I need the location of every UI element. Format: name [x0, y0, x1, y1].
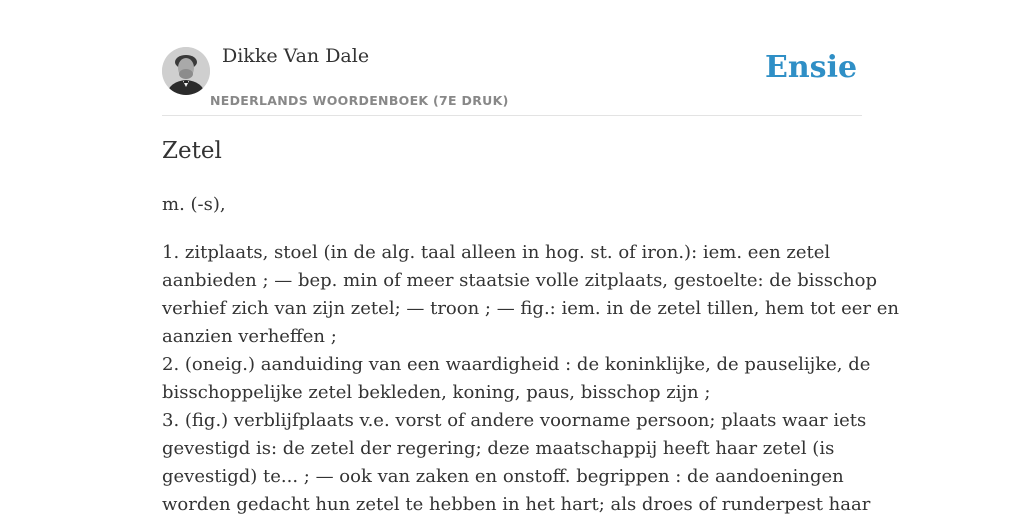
definition-line: verhief zich van zijn zetel; — troon ; — fig.: iem. in de zetel tillen, hem tot eer en: [162, 298, 899, 319]
grammar-info: m. (-s),: [162, 194, 226, 215]
definition-line: gevestigd) te... ; — ook van zaken en onstoff. begrippen : de aandoeningen: [162, 466, 844, 487]
definition-line: aanzien verheffen ;: [162, 326, 337, 347]
entry-title: Zetel: [162, 138, 222, 164]
author-name[interactable]: Dikke Van Dale: [222, 45, 370, 67]
definition-line: bisschoppelijke zetel bekleden, koning, paus, bisschop zijn ;: [162, 382, 711, 403]
definition-line: 2. (oneig.) aanduiding van een waardigheid : de koninklijke, de pauselijke, de: [162, 354, 871, 375]
definition-line: gevestigd is: de zetel der regering; deze maatschappij heeft haar zetel (is: [162, 438, 835, 459]
ensie-logo[interactable]: Ensie: [765, 50, 858, 85]
definition-line: 3. (fig.) verblijfplaats v.e. vorst of andere voorname persoon; plaats waar iets: [162, 410, 867, 431]
author-avatar[interactable]: [162, 47, 210, 95]
source-title[interactable]: NEDERLANDS WOORDENBOEK (7E DRUK): [210, 93, 509, 108]
definition-line: worden gedacht hun zetel te hebben in het hart; als droes of runderpest haar: [162, 494, 871, 515]
header-divider: [162, 115, 862, 116]
portrait-icon: [162, 47, 210, 95]
definition-line: aanbieden ; — bep. min of meer staatsie volle zitplaats, gestoelte: de bisschop: [162, 270, 877, 291]
definition-text: [162, 239, 899, 519]
definition-line: 1. zitplaats, stoel (in de alg. taal alleen in hog. st. of iron.): iem. een zetel: [162, 242, 831, 263]
